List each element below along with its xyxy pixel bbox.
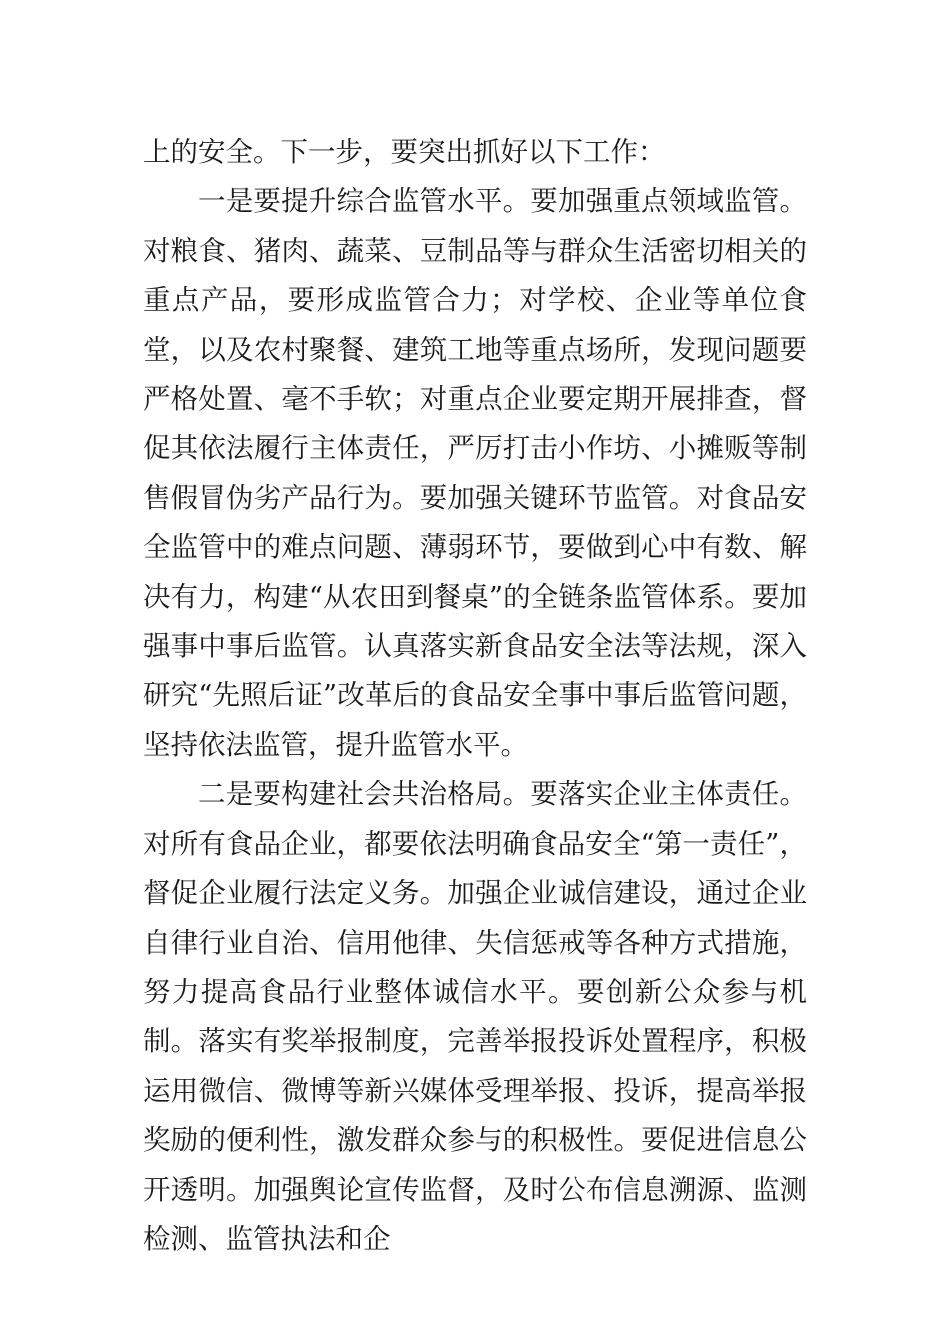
- paragraph-continuation: 上的安全。下一步，要突出抓好以下工作：: [143, 136, 666, 168]
- document-body: [143, 128, 807, 1264]
- paragraph-social-governance: 二是要构建社会共治格局。要落实企业主体责任。对所有食品企业，都要依法明确食品安全“第一责任”，督促企业履行法定义务。加强企业诚信建设，通过企业自律行业自治、信用他律、失信惩戒等各种方式措施，努力提高食品行业整体诚信水平。要创新公众参与机制。落实有奖举报制度，完善举报投诉处置程序，积极运用微信、微博等新兴媒体受理举报、投诉，提高举报奖励的便利性，激发群众参与的积极性。要促进信息公开透明。加强舆论宣传监督，及时公布信息溯源、监测检测、监管执法和企: [143, 778, 807, 1255]
- paragraph-supervision: 一是要提升综合监管水平。要加强重点领域监管。对粮食、猪肉、蔬菜、豆制品等与群众生活密切相关的重点产品，要形成监管合力；对学校、企业等单位食堂，以及农村聚餐、建筑工地等重点场所，发现问题要严格处置、毫不手软；对重点企业要定期开展排查，督促其依法履行主体责任，严厉打击小作坊、小摊贩等制售假冒伪劣产品行为。要加强关键环节监管。对食品安全监管中的难点问题、薄弱环节，要做到心中有数、解决有力，构建“从农田到餐桌”的全链条监管体系。要加强事中事后监管。认真落实新食品安全法等法规，深入研究“先照后证”改革后的食品安全事中事后监管问题，坚持依法监管，提升监管水平。: [143, 185, 807, 761]
